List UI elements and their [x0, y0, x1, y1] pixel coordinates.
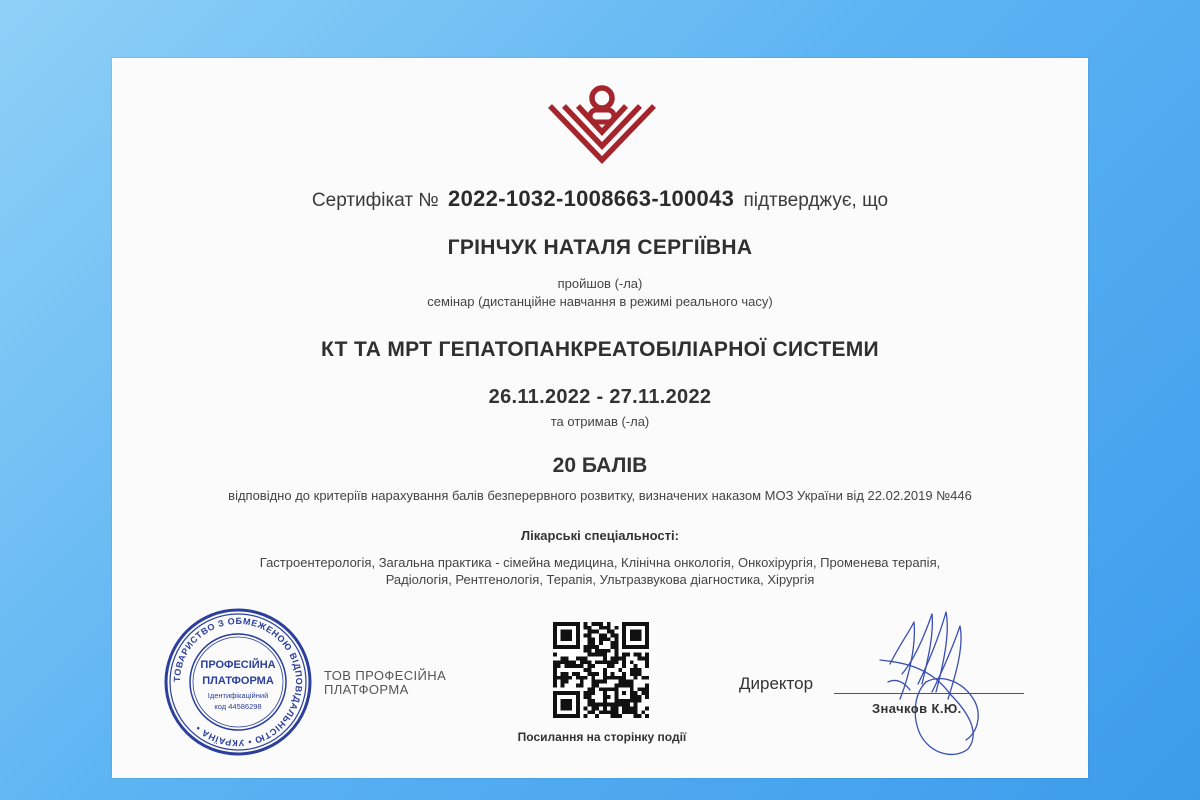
received-text: та отримав (-ла) — [550, 414, 650, 429]
organization-name — [324, 669, 446, 697]
organization-stamp — [162, 606, 314, 758]
signer-name: Значков К.Ю. — [872, 701, 962, 716]
qr-caption: Посилання на сторінку події — [517, 730, 687, 744]
stamp-center-line-3: Ідентифікаційний — [207, 691, 269, 700]
stamp-outer-text: ТОВАРИСТВО З ОБМЕЖЕНОЮ ВІДПОВІДАЛЬНІСТЮ • УКРАЇНА • — [171, 615, 305, 749]
certificate-number-line — [112, 186, 1088, 212]
event-qr-code[interactable] — [553, 622, 649, 718]
certificate-prefix: Сертифікат № — [311, 190, 439, 211]
course-title: КТ ТА МРТ ГЕПАТОПАНКРЕАТОБІЛІАРНОЇ СИСТЕМИ — [321, 338, 879, 361]
director-label: Директор — [739, 674, 814, 693]
recipient-name: ГРІНЧУК НАТАЛЯ СЕРГІЇВНА — [447, 236, 753, 259]
specialties-title: Лікарські спеціальності: — [521, 528, 679, 543]
course-dates: 26.11.2022 - 27.11.2022 — [488, 386, 712, 408]
certificate-number: 2022-1032-1008663-100043 — [448, 186, 735, 211]
specialties-line-2: Радіологія, Рентгенологія, Терапія, Ультразвукова діагностика, Хірургія — [385, 572, 815, 587]
passed-text: пройшов (-ла) — [557, 276, 643, 291]
organization-line-2: ПЛАТФОРМА — [324, 682, 409, 697]
criteria-text: відповідно до критеріїв нарахування балів безперервного розвитку, визначених наказом МОЗ України від 22.02.2019 №446 — [228, 488, 972, 503]
stamp-center-line-4: код 44586298 — [214, 702, 262, 711]
director-signature — [870, 604, 1006, 756]
specialties-line-1: Гастроентерологія, Загальна практика - сімейна медицина, Клінічна онкологія, Онкохірургія, Променева терапія, — [259, 555, 941, 570]
seminar-type: семінар (дистанційне навчання в режимі реального часу) — [427, 294, 773, 309]
points-awarded: 20 БАЛІВ — [552, 454, 648, 477]
certificate-card — [112, 58, 1088, 778]
organization-line-1: ТОВ ПРОФЕСІЙНА — [324, 668, 447, 683]
certificate-suffix: підтверджує, що — [743, 190, 889, 211]
stamp-center-line-1: ПРОФЕСІЙНА — [200, 659, 276, 671]
brand-logo — [546, 76, 658, 168]
stamp-center-line-2: ПЛАТФОРМА — [202, 675, 274, 687]
